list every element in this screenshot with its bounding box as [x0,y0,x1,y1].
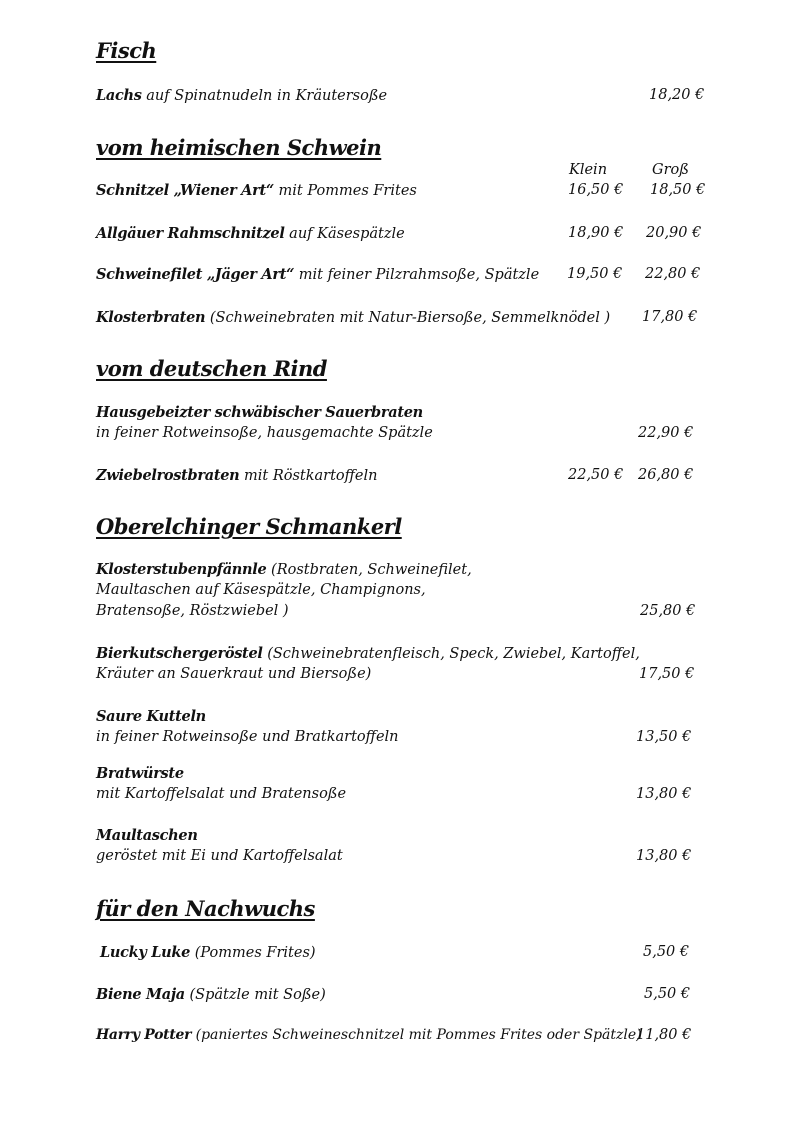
menu-item-bratwuerste-name [96,765,184,782]
price: 11,80 € [636,1027,692,1043]
price-gross: 20,90 € [646,225,702,241]
section-heading-rind: vom deutschen Rind [96,356,327,381]
menu-item-sauerbraten-name [96,404,423,421]
menu-item-biene-maja [96,986,326,1003]
price: 18,20 € [649,87,705,103]
menu-item-schnitzel [96,182,417,199]
item-name: Allgäuer Rahmschnitzel [96,225,285,242]
item-description: auf Käsespätzle [284,226,405,242]
item-description: (Spätzle mit Soße) [184,987,326,1003]
item-name: Saure Kutteln [96,708,206,725]
section-heading-fisch: Fisch [96,38,157,63]
section-heading-schmankerl: Oberelchinger Schmankerl [96,514,402,539]
price-klein: 18,90 € [568,225,624,241]
item-name: Schnitzel „Wiener Art“ [96,182,274,199]
price: 5,50 € [643,944,690,960]
item-description: Bratensoße, Röstzwiebel ) [96,603,289,619]
item-name: Biene Maja [96,986,185,1003]
price: 13,80 € [636,848,692,864]
price: 5,50 € [644,986,691,1002]
item-description: (paniertes Schweineschnitzel mit Pommes Frites oder Spätzle) [191,1027,642,1043]
section-heading-schwein: vom heimischen Schwein [96,135,382,160]
item-description: geröstet mit Ei und Kartoffelsalat [96,848,343,864]
item-description: (Schweinebraten mit Natur-Biersoße, Semmelknödel ) [205,310,611,326]
item-name: Klosterstubenpfännle [96,561,267,578]
section-heading-nachwuchs: für den Nachwuchs [96,896,315,921]
item-description: (Schweinebratenfleisch, Speck, Zwiebel, Kartoffel, [262,646,640,662]
price: 22,90 € [638,425,694,441]
item-name: Bratwürste [96,765,184,782]
menu-item-lachs [96,87,387,104]
item-name: Schweinefilet „Jäger Art“ [96,266,295,283]
menu-item-groestel [96,645,640,662]
menu-item-klosterbraten [96,309,610,326]
item-description: mit Kartoffelsalat und Bratensoße [96,786,347,802]
menu-item-maultaschen-name [96,827,198,844]
price: 25,80 € [640,603,696,619]
menu-item-rahmschnitzel [96,225,405,242]
item-description: Kräuter an Sauerkraut und Biersoße) [96,666,372,682]
menu-item-pfaennle [96,561,472,578]
price-klein: 16,50 € [568,182,624,198]
menu-item-zwiebelrostbraten [96,467,378,484]
item-name: Hausgebeizter schwäbischer Sauerbraten [96,404,423,421]
item-name: Klosterbraten [96,309,206,326]
price-klein: 19,50 € [567,266,623,282]
item-name: Maultaschen [96,827,198,844]
price: 17,50 € [639,666,695,682]
item-description: in feiner Rotweinsoße, hausgemachte Spätzle [96,425,433,441]
item-name: Lachs [96,87,142,104]
item-description: (Rostbraten, Schweinefilet, [266,562,472,578]
menu-item-schweinefilet [96,266,539,283]
item-name: Harry Potter [96,1027,192,1043]
price-gross: 18,50 € [650,182,706,198]
item-description: mit Röstkartoffeln [239,468,378,484]
menu-item-kutteln-name [96,708,206,725]
item-description: mit feiner Pilzrahmsoße, Spätzle [294,267,540,283]
item-description: mit Pommes Frites [273,183,417,199]
item-description: Maultaschen auf Käsespätzle, Champignons, [96,582,426,598]
price: 13,80 € [636,786,692,802]
item-name: Zwiebelrostbraten [96,467,240,484]
menu-item-lucky-luke [100,944,316,961]
price-gross: 26,80 € [638,467,694,483]
price-gross: 22,80 € [645,266,701,282]
item-description: (Pommes Frites) [190,945,316,961]
item-name: Lucky Luke [100,944,191,961]
item-description: in feiner Rotweinsoße und Bratkartoffeln [96,729,399,745]
column-header-klein: Klein [569,162,608,178]
column-header-gross: Groß [652,162,689,178]
price: 13,50 € [636,729,692,745]
menu-item-harry-potter [96,1027,642,1043]
item-name: Bierkutschergeröstel [96,645,263,662]
item-description: auf Spinatnudeln in Kräutersoße [141,88,388,104]
price-klein: 22,50 € [568,467,624,483]
price: 17,80 € [642,309,698,325]
